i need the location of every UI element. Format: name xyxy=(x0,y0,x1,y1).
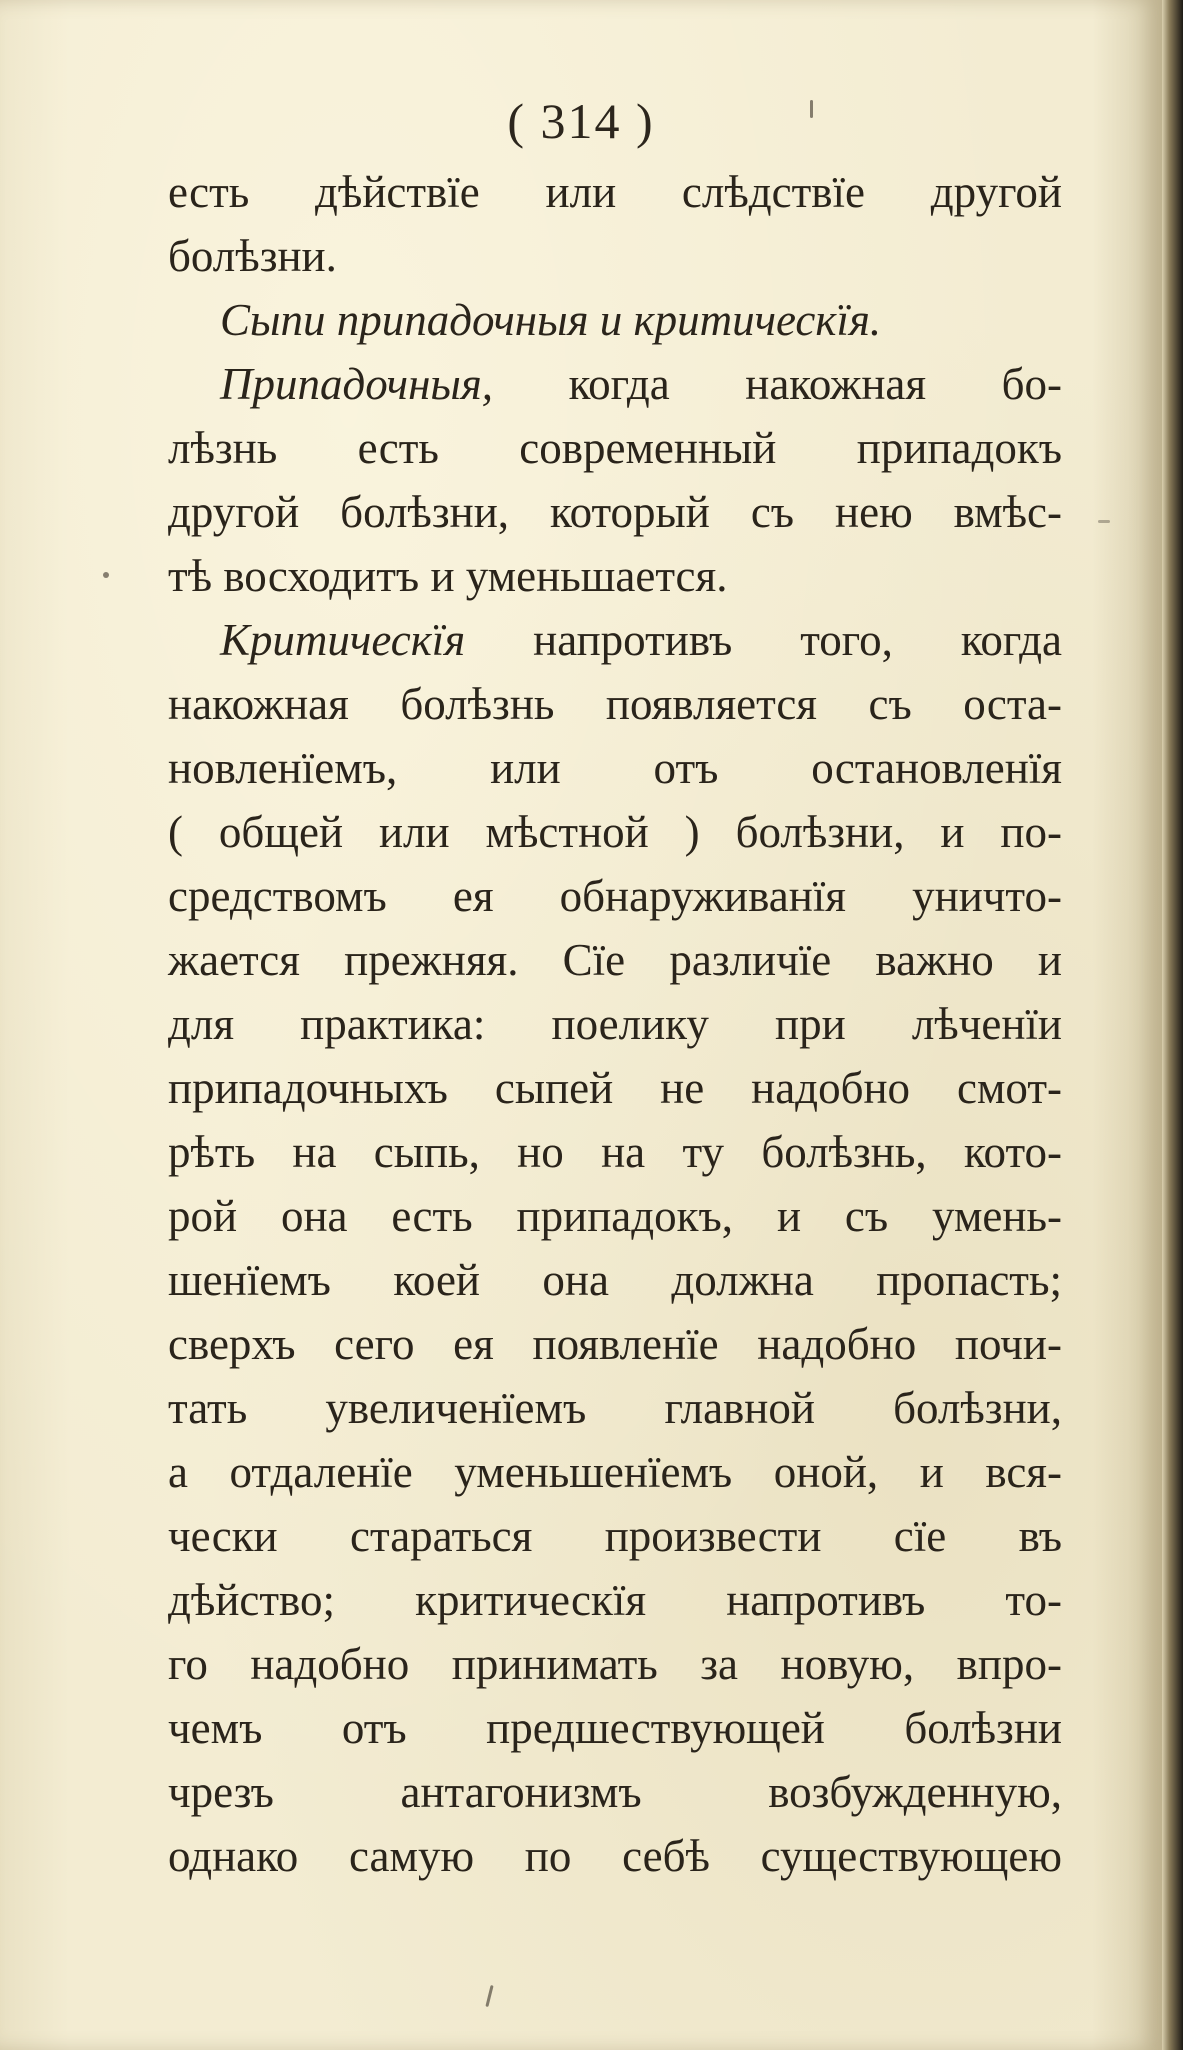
text-line: жается прежняя. Сїе различїе важно и xyxy=(168,935,1062,985)
text-line: тѣ восходитъ и уменьшается. xyxy=(168,551,728,601)
text-line: для практика: поелику при лѣченїи xyxy=(168,999,1062,1049)
paper-speck xyxy=(1098,520,1110,523)
page-number: ( 314 ) xyxy=(507,93,655,149)
text-line: сверхъ сего ея появленїе надобно почи- xyxy=(168,1319,1062,1369)
text-line: рой она есть припадокъ, и съ умень- xyxy=(168,1191,1062,1241)
text-line: чемъ отъ предшествующей болѣзни xyxy=(168,1703,1062,1753)
text-line: накожная болѣзнь появляется съ оста- xyxy=(168,679,1062,729)
text-line: Припадочныя, когда накожная бо- xyxy=(220,359,1062,409)
text-line: шенїемъ коей она должна пропасть; xyxy=(168,1255,1062,1305)
text-line: болѣзни. xyxy=(168,231,337,281)
text-line: рѣть на сыпь, но на ту болѣзнь, кото- xyxy=(168,1127,1062,1177)
text-line: чрезъ антагонизмъ возбужденную, xyxy=(168,1767,1062,1817)
text-line: чески стараться произвести сїе въ xyxy=(168,1511,1062,1561)
text-line: тать увеличенїемъ главной болѣзни, xyxy=(168,1383,1062,1433)
text-line: Критическїя напротивъ того, когда xyxy=(220,615,1062,665)
body-text xyxy=(168,160,1062,1888)
text-line: средствомъ ея обнаруживанїя уничто- xyxy=(168,871,1062,921)
text-line: го надобно принимать за новую, впро- xyxy=(168,1639,1062,1689)
section-heading: Сыпи припадочныя и критическїя. xyxy=(220,295,882,345)
term-emphasis: Критическїя xyxy=(220,615,466,665)
text-line: однако самую по себѣ существующею xyxy=(168,1831,1062,1881)
text-line: лѣзнь есть современный припадокъ xyxy=(168,423,1062,473)
paper-speck xyxy=(810,100,813,118)
text-line: ( общей или мѣстной ) болѣзни, и по- xyxy=(168,807,1062,857)
page-edge xyxy=(1162,0,1183,2050)
term-emphasis: Припадочныя, xyxy=(220,359,494,409)
text-line: новленїемъ, или отъ остановленїя xyxy=(168,743,1062,793)
text-line: есть дѣйствїе или слѣдствїе другой xyxy=(168,167,1062,217)
text-line: припадочныхъ сыпей не надобно смот- xyxy=(168,1063,1062,1113)
text-line: другой болѣзни, который съ нею вмѣс- xyxy=(168,487,1062,537)
paper-speck xyxy=(103,572,109,578)
text-line: дѣйство; критическїя напротивъ то- xyxy=(168,1575,1062,1625)
text-line: а отдаленїе уменьшенїемъ оной, и вся- xyxy=(168,1447,1062,1497)
paper-speck xyxy=(485,1985,493,2007)
